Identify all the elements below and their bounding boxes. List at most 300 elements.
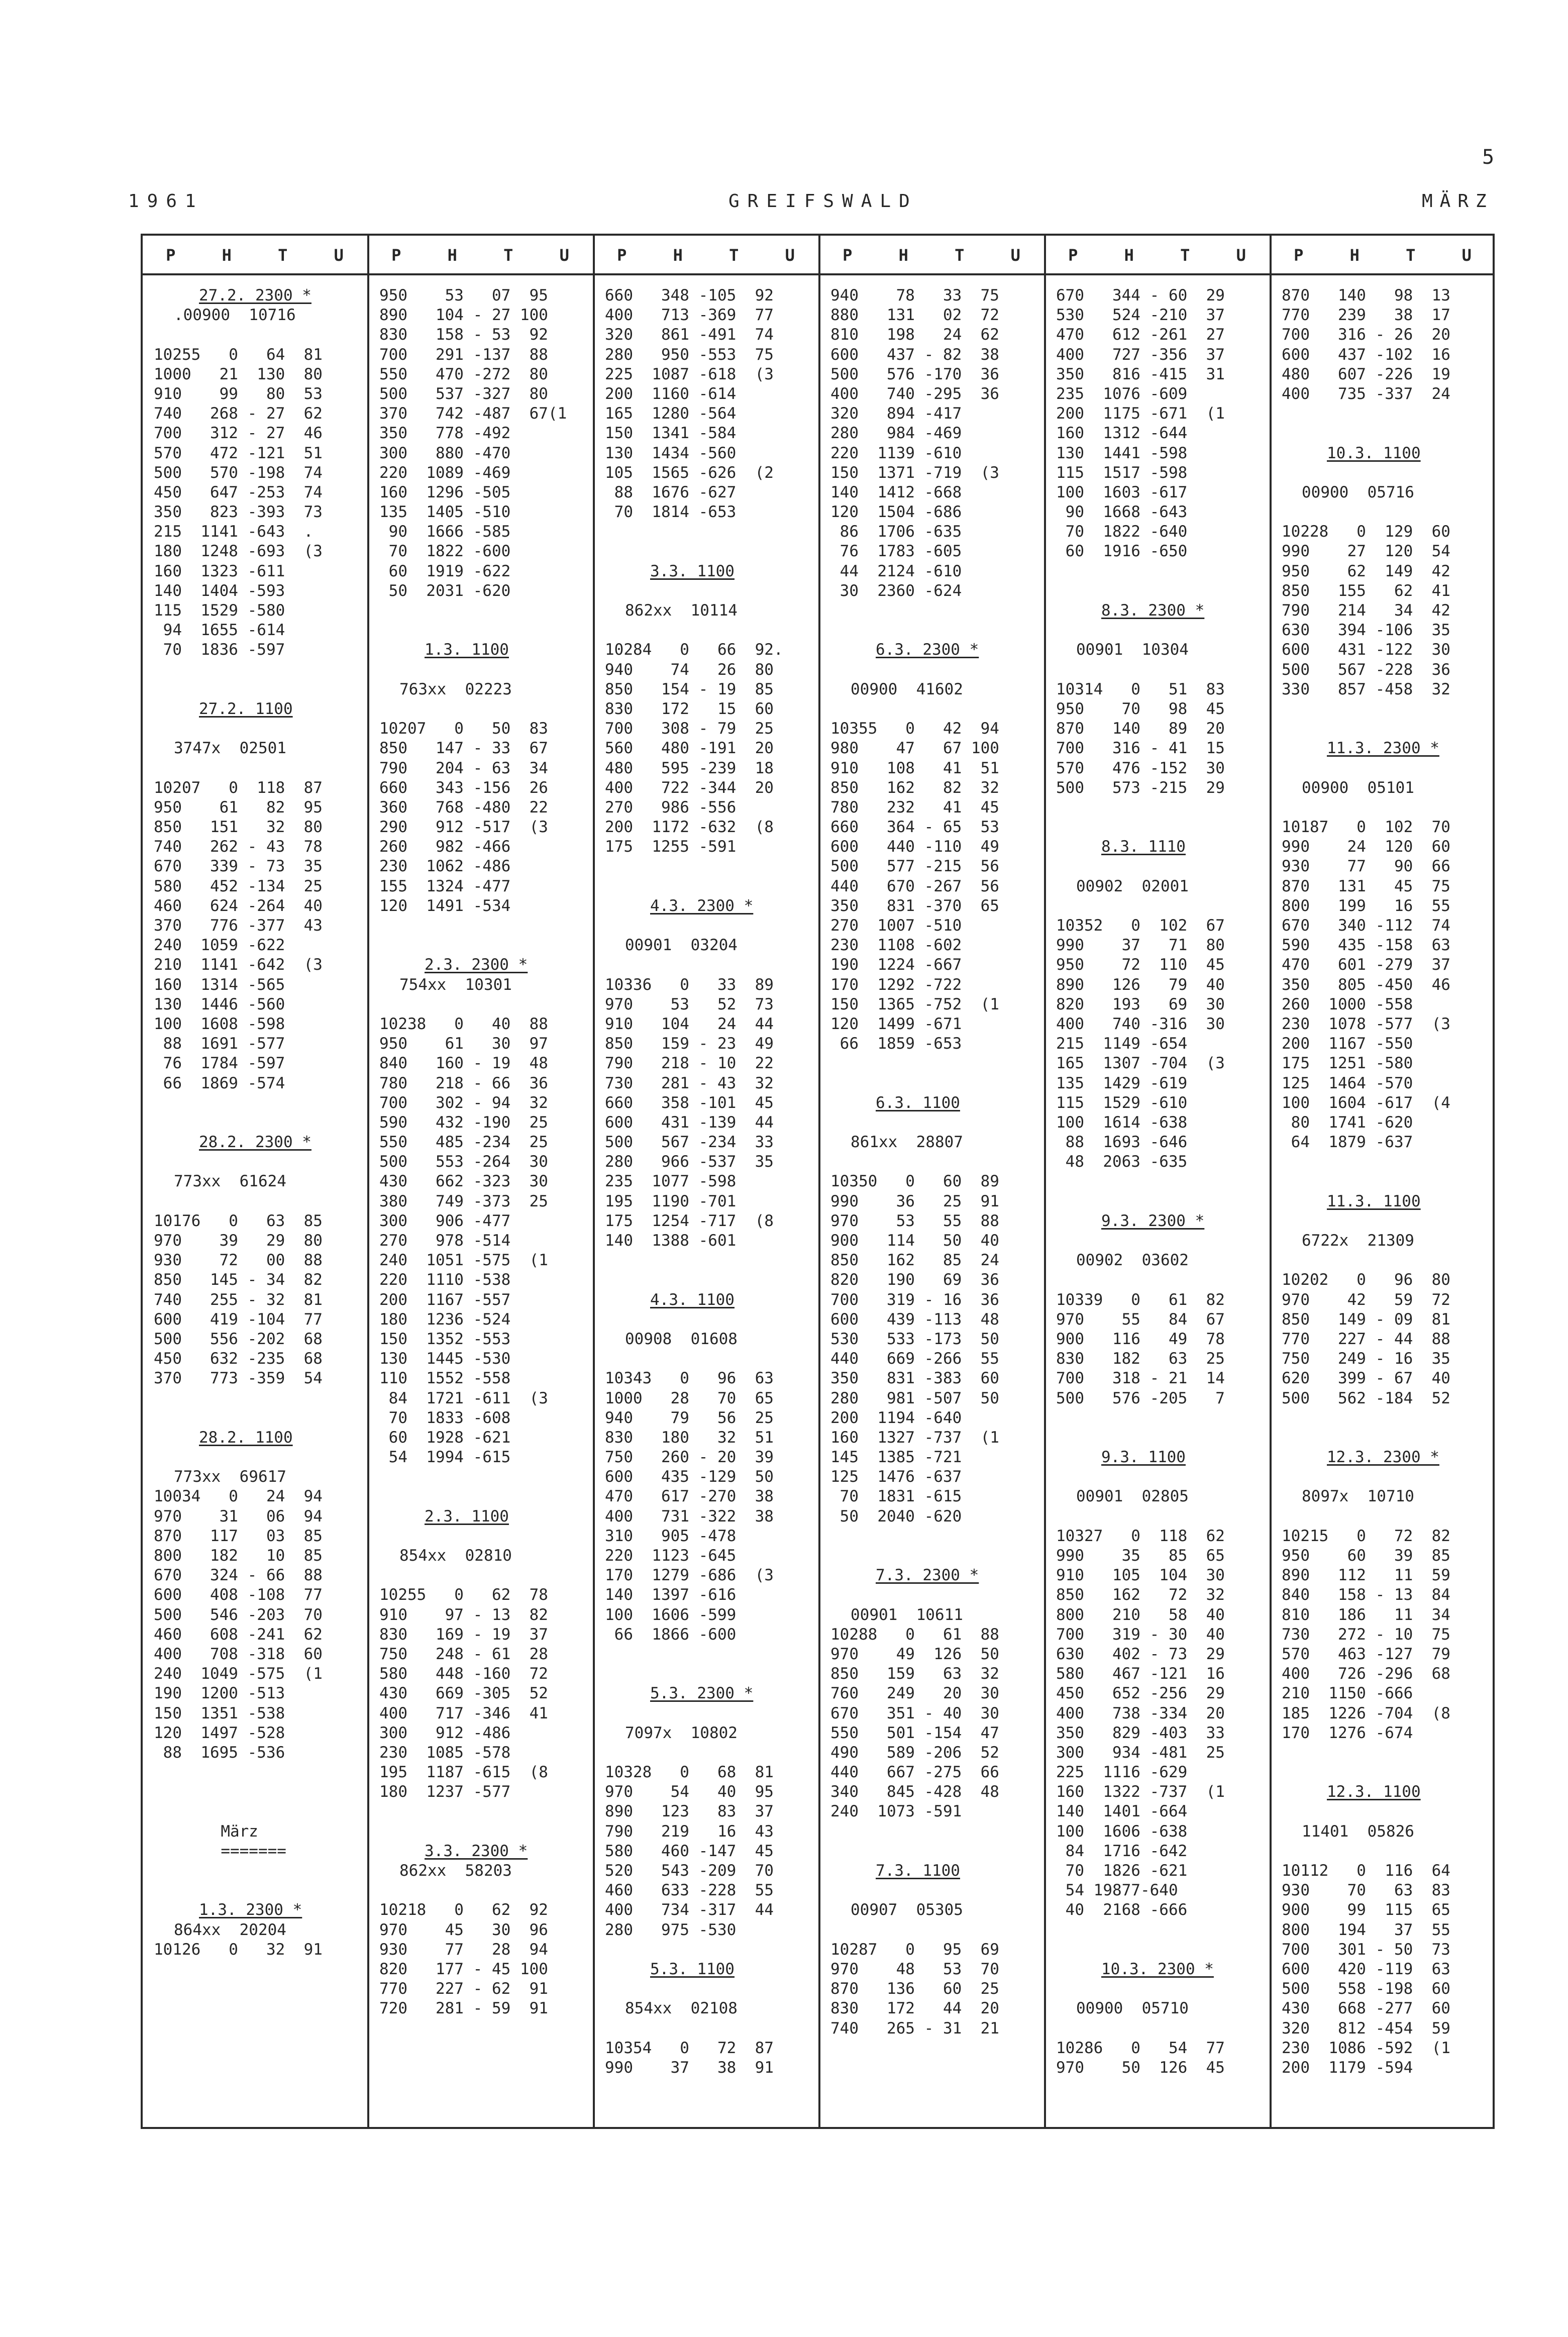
table-row: 810 198 24 62	[830, 326, 999, 344]
table-row: 120 1497 -528	[154, 1723, 285, 1742]
table-row: 800 182 10 85	[154, 1547, 323, 1565]
table-row: 240 1073 -591	[830, 1802, 962, 1821]
table-row: 320 894 -417	[830, 404, 962, 423]
spacer	[605, 916, 826, 936]
table-row: 630 402 - 73 29	[1056, 1645, 1225, 1663]
table-row: 66 1869 -574	[154, 1074, 285, 1092]
table-row: 600 439 -113 48	[830, 1310, 999, 1329]
table-row: 930 77 90 66	[1282, 857, 1450, 876]
table-row: 470 601 -279 37	[1282, 956, 1450, 974]
table-row: 600 431 -122 30	[1282, 641, 1450, 659]
table-row: 270 1007 -510	[830, 917, 962, 935]
spacer	[154, 1763, 375, 1782]
sounding-title: 28.2. 1100	[199, 1428, 293, 1447]
column-header-label: U	[1236, 246, 1246, 265]
table-row: 660 358 -101 45	[605, 1093, 774, 1112]
spacer	[830, 601, 1052, 621]
table-row: 125 1476 -637	[830, 1468, 962, 1486]
sounding-title: 4.3. 1100	[650, 1290, 735, 1309]
sounding-title-line	[1282, 1782, 1503, 1802]
spacer	[1056, 2019, 1277, 2039]
table-row: 950 62 149 42	[1282, 562, 1450, 580]
table-row: 990 37 71 80	[1056, 936, 1225, 955]
table-row: 90 1668 -643	[1056, 503, 1188, 522]
spacer	[379, 1527, 600, 1546]
table-row: 10207 0 50 83	[379, 720, 548, 738]
table-row: 850 162 85 24	[830, 1251, 999, 1270]
table-row: 300 906 -477	[379, 1211, 511, 1230]
table-row: 800 210 58 40	[1056, 1605, 1225, 1624]
table-row: 66 1859 -653	[830, 1035, 962, 1053]
table-row: 990 35 85 65	[1056, 1547, 1225, 1565]
sounding-code: 00908 01608	[625, 1330, 738, 1348]
sounding-title: 12.3. 1100	[1327, 1783, 1421, 1801]
table-row: 235 1076 -609	[1056, 384, 1188, 403]
table-row: 380 749 -373 25	[379, 1192, 548, 1210]
spacer	[154, 325, 375, 345]
sounding-code: 854xx 02108	[625, 1999, 738, 2018]
sounding-title-line	[1282, 444, 1503, 463]
table-row: 450 647 -253 74	[154, 483, 323, 501]
sounding-code: 00902 02001	[1076, 877, 1189, 895]
spacer	[1282, 463, 1503, 483]
sounding-title-line	[379, 1842, 600, 1861]
table-row: 175 1255 -591	[605, 838, 737, 856]
table-row: 235 1077 -598	[605, 1172, 737, 1191]
spacer	[1282, 759, 1503, 778]
table-row: 160 1322 -737 (1	[1056, 1783, 1225, 1801]
table-row: 10288 0 61 88	[830, 1625, 999, 1644]
table-row: 730 281 - 43 32	[605, 1074, 774, 1092]
table-row: 400 738 -334 20	[1056, 1704, 1225, 1722]
table-row: 700 302 - 94 32	[379, 1093, 548, 1112]
table-row: 230 1085 -578	[379, 1743, 511, 1762]
table-row: 700 312 - 27 46	[154, 424, 323, 443]
table-row: 430 668 -277 60	[1282, 1999, 1450, 2018]
table-row: 850 154 - 19 85	[605, 680, 774, 698]
table-row: 175 1254 -717 (8	[605, 1211, 774, 1230]
table-row: 230 1078 -577 (3	[1282, 1014, 1450, 1033]
column-header-label: U	[1010, 246, 1020, 265]
sounding-title: 1.3. 1100	[425, 641, 509, 659]
table-row: 790 214 34 42	[1282, 601, 1450, 620]
table-row: 300 912 -486	[379, 1723, 511, 1742]
spacer	[1056, 1467, 1277, 1487]
table-row: 400 731 -322 38	[605, 1507, 774, 1526]
table-row: 950 70 98 45	[1056, 699, 1225, 718]
table-row: 10286 0 54 77	[1056, 2039, 1225, 2057]
sounding-code: März	[174, 1822, 258, 1841]
table-row: 200 1194 -640	[830, 1408, 962, 1427]
spacer	[605, 621, 826, 640]
table-row: 280 950 -553 75	[605, 345, 774, 364]
table-row: 580 452 -134 25	[154, 877, 323, 895]
table-row: 600 440 -110 49	[830, 838, 999, 856]
spacer	[830, 1546, 1052, 1566]
spacer	[154, 1093, 375, 1113]
table-row: 910 99 80 53	[154, 384, 323, 403]
table-row: 200 1167 -550	[1282, 1035, 1413, 1053]
station-name: GREIFSWALD	[728, 191, 918, 212]
table-row: 450 632 -235 68	[154, 1350, 323, 1368]
table-row: 670 344 - 60 29	[1056, 286, 1225, 304]
sounding-code: 7097x 10802	[625, 1723, 738, 1742]
sounding-code: 00901 02805	[1076, 1487, 1189, 1506]
spacer	[830, 660, 1052, 680]
table-row: 10327 0 118 62	[1056, 1527, 1225, 1545]
table-row: 400 726 -296 68	[1282, 1665, 1450, 1683]
sounding-title: 12.3. 2300 *	[1327, 1448, 1439, 1467]
table-row: 900 116 49 78	[1056, 1330, 1225, 1348]
table-row: 10354 0 72 87	[605, 2039, 774, 2057]
table-row: 940 74 26 80	[605, 660, 774, 679]
table-row: 740 268 - 27 62	[154, 404, 323, 423]
table-row: 115 1517 -598	[1056, 463, 1188, 482]
table-row: 70 1826 -621	[1056, 1862, 1188, 1880]
spacer	[1282, 1251, 1503, 1270]
table-row: 10284 0 66 92.	[605, 641, 783, 659]
table-row: 220 1123 -645	[605, 1547, 737, 1565]
table-row: 150 1352 -553	[379, 1330, 511, 1348]
spacer	[1056, 660, 1277, 680]
table-row: 970 50 126 45	[1056, 2058, 1225, 2077]
sounding-title: 10.3. 1100	[1327, 444, 1421, 462]
column-header-label: H	[222, 246, 232, 265]
sounding-title-line	[379, 640, 600, 660]
column-header-group	[1271, 246, 1495, 266]
table-row: 970 54 40 95	[605, 1783, 774, 1801]
table-row: 750 249 - 16 35	[1282, 1350, 1450, 1368]
table-row: 500 567 -234 33	[605, 1133, 774, 1152]
table-row: 215 1141 -643 .	[154, 523, 313, 541]
table-row: 990 36 25 91	[830, 1192, 999, 1210]
table-row: 780 232 41 45	[830, 798, 999, 817]
column-header-group	[368, 246, 592, 266]
spacer	[605, 857, 826, 876]
table-row: 60 1928 -621	[379, 1428, 511, 1447]
table-row: 360 768 -480 22	[379, 798, 548, 817]
table-row: 500 577 -215 56	[830, 857, 999, 876]
sounding-title-line	[1282, 1448, 1503, 1467]
table-row: 970 45 30 96	[379, 1920, 548, 1939]
spacer	[154, 1389, 375, 1408]
table-row: 10112 0 116 64	[1282, 1862, 1450, 1880]
spacer	[605, 1645, 826, 1664]
table-row: 200 1167 -557	[379, 1290, 511, 1309]
table-row: 950 61 82 95	[154, 798, 323, 817]
table-row: 10187 0 102 70	[1282, 818, 1450, 837]
table-row: 320 861 -491 74	[605, 326, 774, 344]
spacer	[830, 1585, 1052, 1605]
table-row: 400 722 -344 20	[605, 778, 774, 797]
table-row: 500 570 -198 74	[154, 463, 323, 482]
sounding-code: 861xx 28807	[851, 1133, 963, 1152]
spacer	[830, 1074, 1052, 1093]
table-row: 440 667 -275 66	[830, 1763, 999, 1782]
table-row: 830 180 32 51	[605, 1428, 774, 1447]
spacer	[605, 1743, 826, 1763]
table-row: 870 140 98 13	[1282, 286, 1450, 304]
spacer	[379, 916, 600, 936]
spacer	[379, 1487, 600, 1506]
table-row: 210 1141 -642 (3	[154, 956, 323, 974]
table-row: 185 1226 -704 (8	[1282, 1704, 1450, 1722]
column-header-label: H	[447, 246, 457, 265]
table-row: 560 480 -191 20	[605, 739, 774, 758]
table-row: 240 1051 -575 (1	[379, 1251, 548, 1270]
sounding-title-line	[379, 1507, 600, 1527]
table-row: 790 219 16 43	[605, 1822, 774, 1841]
table-row: 170 1276 -674	[1282, 1723, 1413, 1742]
column-header-group	[594, 246, 818, 266]
table-row: 850 159 - 23 49	[605, 1035, 774, 1053]
sounding-title-line	[154, 1428, 375, 1448]
table-row: 670 340 -112 74	[1282, 917, 1450, 935]
table-row: 500 573 -215 29	[1056, 778, 1225, 797]
table-row: 230 1086 -592 (1	[1282, 2039, 1450, 2057]
table-row: 990 24 120 60	[1282, 838, 1450, 856]
table-row: 850 155 62 41	[1282, 581, 1450, 600]
sounding-title: 1.3. 2300 *	[199, 1901, 302, 1919]
sounding-title-line	[605, 1684, 826, 1703]
table-row: 10336 0 33 89	[605, 975, 774, 994]
spacer	[1056, 1920, 1277, 1940]
spacer	[1056, 1940, 1277, 1960]
table-row: 165 1307 -704 (3	[1056, 1054, 1225, 1073]
table-row: 840 160 - 19 48	[379, 1054, 548, 1073]
table-row: 44 2124 -610	[830, 562, 962, 580]
column-header-label: H	[898, 246, 908, 265]
spacer	[1056, 1507, 1277, 1527]
table-row: 850 162 82 32	[830, 778, 999, 797]
spacer	[154, 660, 375, 680]
table-row: 550 470 -272 80	[379, 365, 548, 383]
table-row: 120 1491 -534	[379, 896, 511, 915]
table-row: 10238 0 40 88	[379, 1014, 548, 1033]
table-row: 340 845 -428 48	[830, 1783, 999, 1801]
table-row: 210 1150 -666	[1282, 1684, 1413, 1703]
table-row: 740 265 - 31 21	[830, 2019, 999, 2038]
table-row: 70 1831 -615	[830, 1487, 962, 1506]
sounding-title: 11.3. 1100	[1327, 1192, 1421, 1210]
spacer	[1282, 1172, 1503, 1191]
column-header-label: T	[1406, 246, 1416, 265]
sounding-title: 6.3. 1100	[876, 1093, 960, 1112]
table-row: 70 1822 -640	[1056, 523, 1188, 541]
sounding-code: 00901 10304	[1076, 641, 1189, 659]
table-row: 740 262 - 43 78	[154, 838, 323, 856]
table-row: 480 595 -239 18	[605, 759, 774, 777]
table-row: 100 1614 -638	[1056, 1113, 1188, 1132]
sounding-code: 8097x 10710	[1302, 1487, 1414, 1506]
spacer	[605, 522, 826, 542]
table-row: 100 1608 -598	[154, 1014, 285, 1033]
spacer	[1282, 1408, 1503, 1428]
table-row: 10339 0 61 82	[1056, 1290, 1225, 1309]
table-row: 220 1089 -469	[379, 463, 511, 482]
table-row: 30 2360 -624	[830, 581, 962, 600]
table-row: 700 318 - 21 14	[1056, 1369, 1225, 1388]
table-row: 520 543 -209 70	[605, 1862, 774, 1880]
column-header-label: U	[559, 246, 569, 265]
table-row: 730 272 - 10 75	[1282, 1625, 1450, 1644]
table-row: 770 227 - 44 88	[1282, 1330, 1450, 1348]
spacer	[830, 1527, 1052, 1546]
table-row: 850 149 - 09 81	[1282, 1310, 1450, 1329]
table-row: 700 301 - 50 73	[1282, 1940, 1450, 1959]
table-row: 900 99 115 65	[1282, 1901, 1450, 1919]
sounding-column	[605, 286, 826, 2078]
table-row: 530 524 -210 37	[1056, 306, 1225, 325]
table-row: 76 1784 -597	[154, 1054, 285, 1073]
table-row: 700 308 - 79 25	[605, 720, 774, 738]
table-row: 840 158 - 13 84	[1282, 1586, 1450, 1604]
column-header-group	[819, 246, 1043, 266]
table-row: 500 558 -198 60	[1282, 1980, 1450, 1998]
column-header-label: T	[1180, 246, 1190, 265]
table-row: 790 204 - 63 34	[379, 759, 548, 777]
table-row: 1000 21 130 80	[154, 365, 323, 383]
table-row: 10176 0 63 85	[154, 1211, 323, 1230]
sounding-title: 4.3. 2300 *	[650, 896, 754, 915]
sounding-code: 6722x 21309	[1302, 1232, 1414, 1250]
table-row: 970 42 59 72	[1282, 1290, 1450, 1309]
table-row: 780 218 - 66 36	[379, 1074, 548, 1092]
table-row: 140 1388 -601	[605, 1232, 737, 1250]
spacer	[605, 1270, 826, 1290]
table-row: 10352 0 102 67	[1056, 917, 1225, 935]
spacer	[1056, 1231, 1277, 1251]
table-row: 820 193 69 30	[1056, 995, 1225, 1013]
column-header-label: T	[729, 246, 739, 265]
spacer	[154, 1448, 375, 1467]
table-row: 240 1049 -575 (1	[154, 1665, 323, 1683]
spacer	[605, 1349, 826, 1369]
table-row: 370 773 -359 54	[154, 1369, 323, 1388]
table-row: 890 123 83 37	[605, 1802, 774, 1821]
table-row: 350 778 -492	[379, 424, 511, 443]
spacer	[830, 1054, 1052, 1073]
table-row: 180 1237 -577	[379, 1783, 511, 1801]
spacer	[379, 660, 600, 680]
table-row: 600 408 -108 77	[154, 1586, 323, 1604]
sounding-code: 862xx 58203	[399, 1862, 512, 1880]
table-row: 830 158 - 53 92	[379, 326, 548, 344]
table-row: 470 612 -261 27	[1056, 326, 1225, 344]
table-row: 350 823 -393 73	[154, 503, 323, 522]
table-row: 970 48 53 70	[830, 1960, 999, 1978]
column-header-group	[1045, 246, 1269, 266]
sounding-title: 27.2. 1100	[199, 699, 293, 718]
table-row: 830 172 15 60	[605, 699, 774, 718]
spacer	[154, 680, 375, 699]
table-row: 720 281 - 59 91	[379, 1999, 548, 2018]
table-row: 490 589 -206 52	[830, 1743, 999, 1762]
table-row: 700 319 - 30 40	[1056, 1625, 1225, 1644]
spacer	[154, 1152, 375, 1172]
table-row: 950 61 30 97	[379, 1035, 548, 1053]
table-row: 10355 0 42 94	[830, 720, 999, 738]
sounding-title: 3.3. 2300 *	[425, 1842, 528, 1860]
table-row: 150 1341 -584	[605, 424, 737, 443]
table-row: 400 713 -369 77	[605, 306, 774, 325]
spacer	[830, 1113, 1052, 1133]
column-header-label: T	[955, 246, 965, 265]
table-row: 400 734 -317 44	[605, 1901, 774, 1919]
spacer	[379, 1822, 600, 1842]
table-row: 700 316 - 26 20	[1282, 326, 1450, 344]
table-row: 760 249 20 30	[830, 1684, 999, 1703]
table-row: 105 1565 -626 (2	[605, 463, 774, 482]
table-row: 50 2031 -620	[379, 581, 511, 600]
page-number: 5	[1482, 146, 1495, 169]
table-row: 170 1292 -722	[830, 975, 962, 994]
spacer	[379, 936, 600, 955]
table-row: 880 131 02 72	[830, 306, 999, 325]
sounding-column	[1056, 286, 1277, 2078]
spacer	[605, 877, 826, 896]
table-row: 140 1412 -668	[830, 483, 962, 501]
table-row: 830 172 44 20	[830, 1999, 999, 2018]
sounding-title-line	[1056, 1960, 1277, 1979]
year-label: 1961	[128, 191, 204, 212]
table-row: 120 1504 -686	[830, 503, 962, 522]
table-row: 160 1323 -611	[154, 562, 285, 580]
spacer	[1056, 1408, 1277, 1428]
table-row: 130 1434 -560	[605, 444, 737, 462]
spacer	[605, 1704, 826, 1723]
column-header-label: H	[1349, 246, 1360, 265]
table-row: 10228 0 129 60	[1282, 523, 1450, 541]
column-header-label: H	[1124, 246, 1134, 265]
table-row: 10215 0 72 82	[1282, 1527, 1450, 1545]
table-row: 160 1327 -737 (1	[830, 1428, 999, 1447]
table-row: 580 467 -121 16	[1056, 1665, 1225, 1683]
sounding-code: 00901 03204	[625, 936, 738, 955]
sounding-code: 00900 05710	[1076, 1999, 1189, 2018]
spacer	[830, 621, 1052, 640]
table-row: 125 1464 -570	[1282, 1074, 1413, 1092]
table-row: 70 1822 -600	[379, 542, 511, 561]
spacer	[379, 601, 600, 621]
table-row: 10350 0 60 89	[830, 1172, 999, 1191]
spacer	[830, 1842, 1052, 1861]
table-row: 550 485 -234 25	[379, 1133, 548, 1152]
table-row: 220 1110 -538	[379, 1271, 511, 1289]
spacer	[1282, 502, 1503, 522]
spacer	[605, 955, 826, 975]
table-row: 670 324 - 66 88	[154, 1566, 323, 1585]
table-row: 770 227 - 62 91	[379, 1980, 548, 1998]
spacer	[1282, 1467, 1503, 1487]
table-row: 110 1552 -558	[379, 1369, 511, 1388]
table-row: 66 1866 -600	[605, 1625, 737, 1644]
table-row: 84 1721 -611 (3	[379, 1389, 548, 1407]
table-row: 700 319 - 16 36	[830, 1290, 999, 1309]
table-row: 190 1224 -667	[830, 956, 962, 974]
table-row: 670 351 - 40 30	[830, 1704, 999, 1722]
table-row: 350 831 -383 60	[830, 1369, 999, 1388]
spacer	[605, 542, 826, 561]
sounding-title-line	[154, 699, 375, 719]
table-row: 200 1172 -632 (8	[605, 818, 774, 837]
table-row: 40 2168 -666	[1056, 1901, 1188, 1919]
table-row: 900 114 50 40	[830, 1232, 999, 1250]
table-row: 10255 0 62 78	[379, 1586, 548, 1604]
table-row: 580 460 -147 45	[605, 1842, 774, 1860]
spacer	[1282, 1842, 1503, 1861]
table-row: 770 239 38 17	[1282, 306, 1450, 325]
